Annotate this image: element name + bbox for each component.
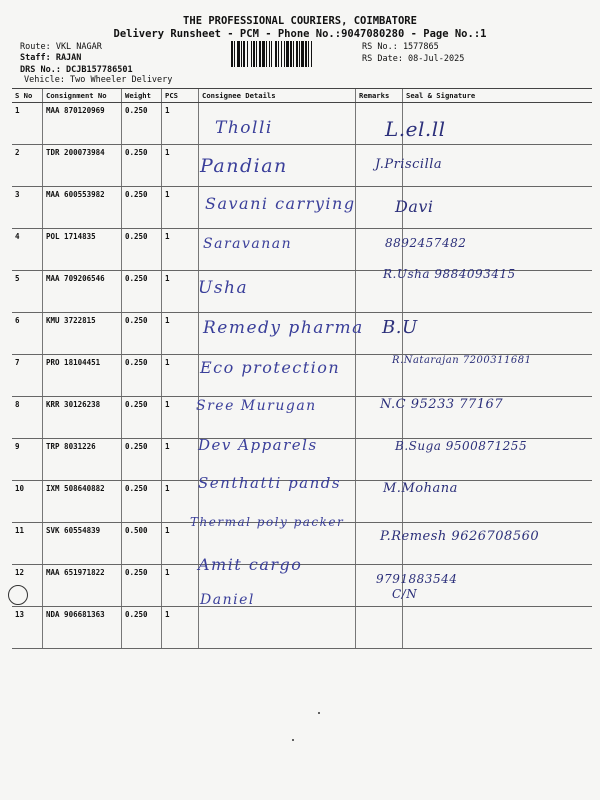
consignee-handwriting: Dev Apparels [198, 436, 318, 454]
route-label: Route: VKL NAGAR [20, 42, 102, 52]
barcode-bar [251, 41, 252, 67]
cell-consignment-no: MAA 709206546 [43, 271, 122, 313]
cell-weight: 0.250 [122, 271, 162, 313]
cell-weight: 0.500 [122, 523, 162, 565]
cell-consignment-no: MAA 651971822 [43, 565, 122, 607]
consignee-handwriting: Remedy pharma [203, 318, 364, 338]
table-row [12, 103, 592, 145]
cell-signature [403, 313, 593, 355]
cell-consignee-details [199, 607, 356, 649]
cell-weight: 0.250 [122, 103, 162, 145]
cell-sno: 5 [12, 271, 43, 313]
cell-weight: 0.250 [122, 481, 162, 523]
scan-speck [318, 712, 320, 714]
cell-consignment-no: TDR 200073984 [43, 145, 122, 187]
col-header-remarks: Remarks [356, 89, 403, 103]
signature-handwriting: M.Mohana [383, 481, 458, 496]
cell-weight: 0.250 [122, 439, 162, 481]
cell-consignment-no: TRP 8031226 [43, 439, 122, 481]
barcode-bar [253, 41, 255, 67]
barcode-bar [296, 41, 298, 67]
signature-handwriting: 8892457482 [385, 236, 467, 250]
col-header-signature: Seal & Signature [403, 89, 593, 103]
signature-handwriting: Davi [395, 197, 434, 216]
col-header-pcs: PCS [162, 89, 199, 103]
cell-signature [403, 607, 593, 649]
barcode-bar [305, 41, 307, 67]
cell-pcs: 1 [162, 607, 199, 649]
consignee-handwriting: Thermal poly packer [190, 515, 345, 529]
barcode-bar [243, 41, 245, 67]
barcode-bar [262, 41, 265, 67]
cell-pcs: 1 [162, 187, 199, 229]
cell-weight: 0.250 [122, 607, 162, 649]
consignee-handwriting: Senthatti pands [198, 474, 342, 492]
col-header-consignee: Consignee Details [199, 89, 356, 103]
cell-weight: 0.250 [122, 397, 162, 439]
signature-handwriting: P.Remesh 9626708560 [380, 529, 540, 544]
signature-handwriting: B.U [382, 317, 418, 338]
barcode-bar [284, 41, 285, 67]
cell-sno: 11 [12, 523, 43, 565]
cell-pcs: 1 [162, 313, 199, 355]
cell-consignment-no: MAA 870120969 [43, 103, 122, 145]
cell-pcs: 1 [162, 565, 199, 607]
cell-pcs: 1 [162, 355, 199, 397]
cell-pcs: 1 [162, 481, 199, 523]
cell-weight: 0.250 [122, 355, 162, 397]
col-header-sno: S No [12, 89, 43, 103]
cell-consignment-no: KRR 30126238 [43, 397, 122, 439]
cell-pcs: 1 [162, 523, 199, 565]
vehicle-label: Vehicle: Two Wheeler Delivery [24, 75, 173, 85]
barcode-bar [275, 41, 277, 67]
cell-consignment-no: SVK 60554839 [43, 523, 122, 565]
col-header-consignment: Consignment No [43, 89, 122, 103]
consignee-handwriting: Eco protection [200, 358, 341, 377]
cell-pcs: 1 [162, 271, 199, 313]
cell-sno: 1 [12, 103, 43, 145]
cell-sno: 9 [12, 439, 43, 481]
signature-handwriting: B.Suga 9500871255 [395, 439, 528, 453]
signature-handwriting: L.el.ll [385, 117, 446, 141]
cell-pcs: 1 [162, 103, 199, 145]
cell-sno: 2 [12, 145, 43, 187]
consignee-handwriting: Usha [198, 278, 249, 298]
cell-sno: 4 [12, 229, 43, 271]
barcode-bar [241, 41, 242, 67]
signature-handwriting: C/N [392, 587, 418, 601]
consignee-handwriting: Savani carrying [205, 194, 356, 213]
consignee-handwriting: Saravanan [203, 236, 293, 252]
barcode-bar [308, 41, 309, 67]
signature-handwriting: N.C 95233 77167 [380, 397, 504, 412]
barcode-bar [231, 41, 233, 67]
barcode-bar [278, 41, 279, 67]
cell-consignment-no: KMU 3722815 [43, 313, 122, 355]
table-row [12, 607, 592, 649]
cell-remarks [356, 607, 403, 649]
staff-label: Staff: RAJAN [20, 53, 82, 63]
signature-handwriting: 9791883544 [376, 572, 458, 586]
cell-sno: 13 [12, 607, 43, 649]
rs-number: RS No.: 1577865 [362, 42, 439, 52]
cell-pcs: 1 [162, 145, 199, 187]
cell-sno: 8 [12, 397, 43, 439]
barcode-bar [259, 41, 261, 67]
rs-date: RS Date: 08-Jul-2025 [362, 54, 465, 64]
barcode-bar [269, 41, 270, 67]
signature-handwriting: R.Natarajan 7200311681 [392, 355, 532, 366]
cell-weight: 0.250 [122, 313, 162, 355]
cell-consignment-no: POL 1714835 [43, 229, 122, 271]
cell-consignment-no: IXM 508640882 [43, 481, 122, 523]
col-header-weight: Weight [122, 89, 162, 103]
table-row [12, 229, 592, 271]
cell-consignment-no: MAA 600553982 [43, 187, 122, 229]
barcode-image [231, 41, 355, 67]
barcode-bar [281, 41, 282, 67]
barcode-bar [256, 41, 257, 67]
barcode-bar [290, 41, 292, 67]
cell-pcs: 1 [162, 397, 199, 439]
table-header-row [12, 89, 592, 103]
cell-consignment-no: NDA 906681363 [43, 607, 122, 649]
signature-handwriting: R.Usha 9884093415 [383, 267, 516, 281]
barcode-bar [299, 41, 300, 67]
barcode-bar [293, 41, 294, 67]
barcode-bar [234, 41, 235, 67]
runsheet-subtitle: Delivery Runsheet - PCM - Phone No.:9047080280 - Page No.:1 [113, 28, 487, 40]
cell-weight: 0.250 [122, 187, 162, 229]
cell-sno: 10 [12, 481, 43, 523]
cell-weight: 0.250 [122, 565, 162, 607]
consignee-handwriting: Sree Murugan [196, 398, 317, 414]
signature-handwriting: J.Priscilla [375, 157, 443, 172]
cell-pcs: 1 [162, 439, 199, 481]
company-title: THE PROFESSIONAL COURIERS, COIMBATORE [183, 15, 417, 27]
barcode-bar [237, 41, 240, 67]
cell-consignment-no: PRO 18104451 [43, 355, 122, 397]
cell-pcs: 1 [162, 229, 199, 271]
scan-speck [292, 739, 294, 741]
barcode-bar [271, 41, 272, 67]
barcode-bar [266, 41, 267, 67]
table-row [12, 145, 592, 187]
consignee-handwriting: Tholli [215, 118, 273, 138]
barcode-bar [247, 41, 248, 67]
consignee-handwriting: Amit cargo [198, 555, 303, 574]
cell-weight: 0.250 [122, 229, 162, 271]
cell-sno: 12 [12, 565, 43, 607]
cell-sno: 3 [12, 187, 43, 229]
drs-number: DRS No.: DCJB157786501 [20, 65, 133, 75]
cell-sno: 7 [12, 355, 43, 397]
consignee-handwriting: Daniel [200, 592, 255, 608]
row-13-circle-mark [8, 585, 28, 605]
cell-weight: 0.250 [122, 145, 162, 187]
barcode-bar [286, 41, 289, 67]
cell-sno: 6 [12, 313, 43, 355]
barcode-bar [301, 41, 304, 67]
consignee-handwriting: Pandian [200, 155, 288, 177]
barcode-bar [311, 41, 312, 67]
